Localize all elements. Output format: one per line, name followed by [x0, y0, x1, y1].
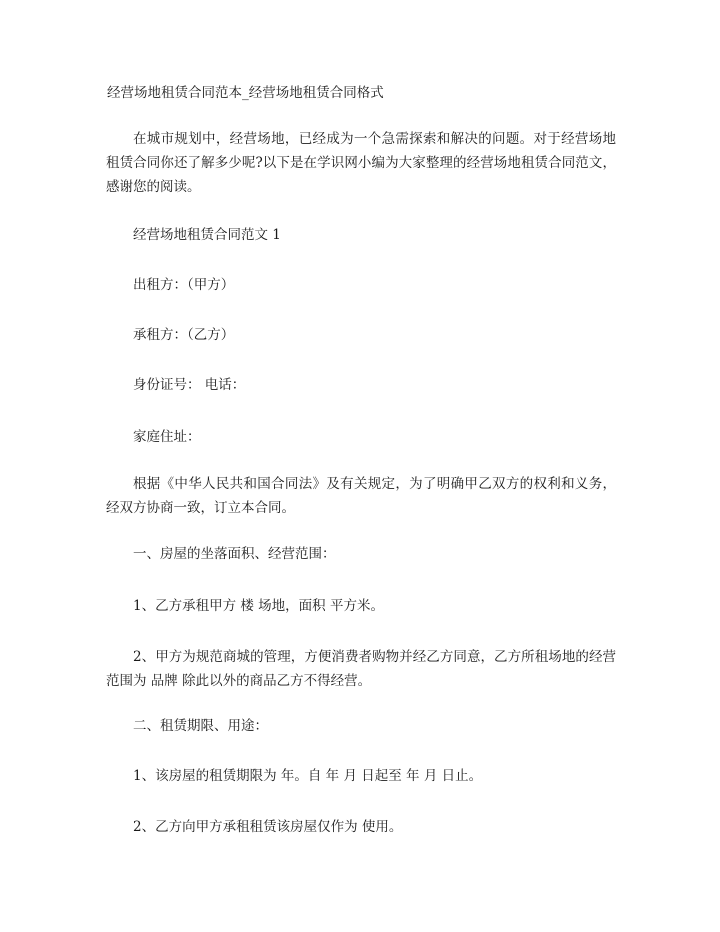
- address-line: 家庭住址：: [133, 429, 201, 445]
- sample-heading: 经营场地租赁合同范文 1: [133, 227, 281, 243]
- id-phone-line: 身份证号： 电话：: [133, 377, 246, 393]
- clause-2-2: 2、乙方向甲方承租租赁该房屋仅作为 使用。: [133, 819, 403, 835]
- document-title: 经营场地租赁合同范本_经营场地租赁合同格式: [107, 85, 384, 101]
- lessor-line: 出租方：（甲方）: [133, 277, 235, 293]
- clause-1-2: 2、甲方为规范商城的管理，方便消费者购物并经乙方同意，乙方所租场地的经营范围为 品牌 除此以外的商品乙方不得经营。: [106, 649, 616, 689]
- section-1-heading: 一、房屋的坐落面积、经营范围：: [133, 546, 336, 562]
- intro-paragraph: 在城市规划中，经营场地，已经成为一个急需探索和解决的问题。对于经营场地租赁合同你还了解多少呢?以下是在学识网小编为大家整理的经营场地租赁合同范文，感谢您的阅读。: [106, 131, 616, 195]
- lessee-line: 承租方：（乙方）: [133, 327, 235, 343]
- section-2-heading: 二、租赁期限、用途：: [133, 718, 268, 734]
- clause-1-1: 1、乙方承租甲方 楼 场地，面积 平方米。: [133, 598, 384, 614]
- clause-2-1: 1、该房屋的租赁期限为 年。自 年 月 日起至 年 月 日止。: [133, 768, 483, 784]
- basis-paragraph: 根据《中华人民共和国合同法》及有关规定，为了明确甲乙双方的权利和义务，经双方协商一致，订立本合同。: [106, 476, 616, 516]
